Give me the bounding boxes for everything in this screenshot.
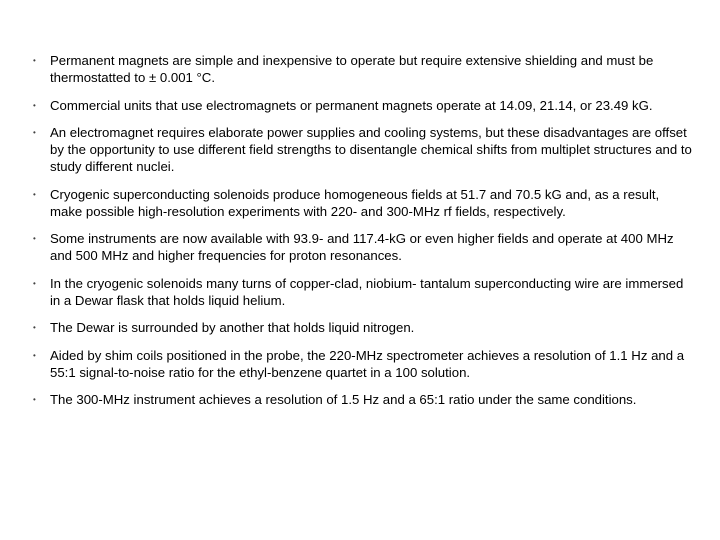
bullet-text: An electromagnet requires elaborate power supplies and cooling systems, but these disadvantages are offset by the opportunity to use different field strengths to disentangle chemical shifts from multiplet structures and to study different nuclei. [50, 125, 692, 174]
bullet-text: The Dewar is surrounded by another that holds liquid nitrogen. [50, 320, 415, 335]
bullet-text: Permanent magnets are simple and inexpensive to operate but require extensive shielding and must be thermostatted to ± 0.001 °C. [50, 53, 654, 85]
bullet-icon: • [33, 234, 36, 243]
bullet-text: Cryogenic superconducting solenoids produce homogeneous fields at 51.7 and 70.5 kG and, as a result, make possible high-resolution experiments with 220- and 300-MHz rf fields, respectively. [50, 186, 660, 219]
bullet-text: The 300-MHz instrument achieves a resolution of 1.5 Hz and a 65:1 ratio under the same conditions. [50, 392, 637, 407]
bullet-icon: • [33, 128, 36, 137]
bullet-icon: • [33, 278, 36, 288]
list-item [33, 230, 693, 264]
bullet-icon: • [33, 323, 36, 332]
bullet-icon: • [33, 350, 36, 360]
bullet-text: Aided by shim coils positioned in the probe, the 220-MHz spectrometer achieves a resolution of 1.1 Hz and a 55:1 signal-to-noise ratio for the ethyl-benzene quartet in a 100 solution. [50, 347, 685, 380]
list-item [33, 52, 693, 86]
bullet-icon: • [33, 100, 36, 110]
list-item [33, 319, 693, 336]
bullet-text: In the cryogenic solenoids many turns of copper-clad, niobium- tantalum superconducting wire are immersed in a Dewar flask that holds liquid helium. [50, 275, 684, 308]
list-item [33, 186, 693, 220]
list-item [33, 347, 693, 381]
list-item [33, 124, 693, 175]
bullet-list [33, 52, 693, 419]
bullet-text: Commercial units that use electromagnets or permanent magnets operate at 14.09, 21.14, or 23.49 kG. [50, 97, 653, 113]
bullet-icon: • [33, 189, 36, 199]
list-item [33, 275, 693, 309]
list-item [33, 97, 693, 114]
bullet-icon: • [33, 56, 36, 65]
bullet-text: Some instruments are now available with 93.9- and 117.4-kG or even higher fields and operate at 400 MHz and 500 MHz and higher frequencies for proton resonances. [50, 231, 674, 263]
bullet-icon: • [33, 395, 36, 404]
list-item [33, 391, 693, 408]
